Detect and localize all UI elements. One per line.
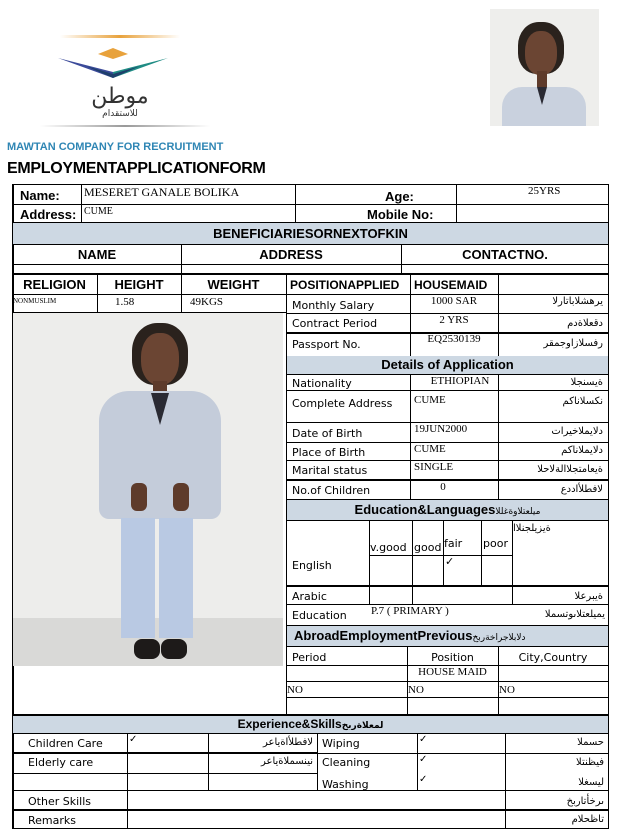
logo-arabic-main: موطن: [91, 84, 149, 109]
detail-label-dob: Date of Birth: [292, 427, 363, 440]
abroad-title: [294, 628, 526, 643]
skills-title: [13, 717, 608, 731]
position-label: POSITIONAPPLIED: [290, 278, 400, 292]
contract-label-passport: Passport No.: [292, 338, 361, 351]
contract-arabic-passport: رفسلازاوجمقر: [543, 338, 603, 349]
language-english-label: English: [292, 559, 332, 572]
detail-value-children[interactable]: 0: [440, 481, 446, 493]
address-value[interactable]: CUME: [84, 206, 113, 217]
height-value[interactable]: 1.58: [115, 296, 135, 308]
education-title-ar: ميلعتلاوةغللا: [495, 507, 541, 517]
beneficiaries-title: BENEFICIARIESORNEXTOFKIN: [213, 226, 408, 241]
weight-value[interactable]: 49KGS: [190, 296, 224, 308]
detail-arabic-marital: ةيعامتجلاالةلاحلا: [537, 464, 603, 475]
skill-washing-check[interactable]: ✓: [419, 774, 428, 785]
detail-arabic-pob: دلايملاناكم: [561, 445, 603, 456]
address-label: Address:: [20, 207, 77, 222]
height-label: HEIGHT: [114, 277, 164, 292]
company-logo: [30, 30, 210, 130]
english-fair-check[interactable]: ✓: [445, 556, 455, 568]
english-arabic-label: ةيزيلجنلاا: [513, 523, 551, 534]
details-title: Details of Application: [381, 357, 514, 372]
abroad-row2-position[interactable]: NO: [408, 684, 424, 696]
detail-label-children: No.of Children: [292, 484, 371, 497]
religion-label: RELIGION: [23, 277, 86, 292]
detail-value-pob[interactable]: CUME: [414, 443, 446, 455]
level-good: good: [414, 541, 442, 554]
logo-emblem-icon: [58, 46, 168, 80]
contract-label-period: Contract Period: [292, 317, 378, 330]
abroad-row2-period[interactable]: NO: [287, 684, 303, 696]
level-fair: fair: [444, 537, 463, 550]
skill-wiping-arabic: حسملا: [577, 737, 604, 748]
remarks-label: Remarks: [28, 814, 76, 827]
skill-children-care-arabic: لافطلأاةياعر: [263, 737, 313, 748]
skills-title-en: Experience&Skills: [237, 717, 342, 731]
skill-children-care-label: Children Care: [28, 737, 103, 750]
skill-cleaning-check[interactable]: ✓: [419, 754, 428, 765]
contract-value-passport[interactable]: EQ2530139: [427, 333, 481, 345]
skill-cleaning-arabic: فيظنتلا: [575, 757, 604, 768]
detail-arabic-address: نكسلاناكم: [562, 396, 603, 407]
contract-value-period[interactable]: 2 YRS: [439, 314, 469, 326]
age-label: Age:: [385, 189, 414, 204]
company-name: MAWTAN COMPANY FOR RECRUITMENT: [7, 141, 224, 153]
weight-label: WEIGHT: [207, 277, 260, 292]
education-title: [287, 502, 608, 517]
skill-children-care-check[interactable]: ✓: [129, 734, 138, 745]
age-value[interactable]: 25YRS: [528, 185, 561, 197]
detail-value-dob[interactable]: 19JUN2000: [414, 423, 468, 435]
abroad-title-en: AbroadEmploymentPrevious: [294, 628, 473, 643]
remarks-arabic: تاظحلام: [571, 814, 604, 825]
detail-label-address: Complete Address: [292, 397, 393, 410]
applicant-headshot-photo: [490, 9, 599, 126]
contract-label-salary: Monthly Salary: [292, 299, 375, 312]
detail-arabic-dob: دلايملاخيرات: [551, 426, 603, 437]
religion-value[interactable]: NONMUSLIM: [13, 297, 57, 305]
detail-label-nationality: Nationality: [292, 377, 352, 390]
language-arabic-label: Arabic: [292, 590, 327, 603]
applicant-full-body-photo: [13, 313, 283, 666]
beneficiary-col-name: NAME: [77, 247, 117, 262]
form-title: EMPLOYMENTAPPLICATIONFORM: [7, 160, 266, 177]
detail-value-nationality[interactable]: ETHIOPIAN: [430, 375, 490, 387]
skills-title-ar: لمعلاةربخ: [341, 721, 384, 731]
abroad-row2-city[interactable]: NO: [499, 684, 515, 696]
abroad-col-period: Period: [292, 651, 327, 664]
detail-value-marital[interactable]: SINGLE: [414, 461, 454, 473]
skill-elderly-care-label: Elderly care: [28, 756, 94, 769]
abroad-title-ar: دلابلاجراخةربخ: [472, 633, 526, 643]
detail-label-pob: Place of Birth: [292, 446, 366, 459]
skill-wiping-label: Wiping: [322, 737, 360, 750]
name-value[interactable]: MESERET GANALE BOLIKA: [84, 185, 240, 199]
detail-value-address[interactable]: CUME: [414, 394, 446, 406]
language-arabic-ar: ةيبرعلا: [574, 591, 603, 602]
abroad-col-position: Position: [431, 651, 474, 664]
education-value[interactable]: P.7 ( PRIMARY ): [371, 605, 449, 617]
skill-elderly-care-arabic: نينسملاةياعر: [260, 756, 313, 767]
level-poor: poor: [483, 537, 508, 550]
skill-cleaning-label: Cleaning: [322, 756, 371, 769]
logo-top-rule: [60, 35, 180, 38]
beneficiary-col-contact: CONTACTNO.: [462, 247, 548, 262]
contract-arabic-salary: يرهشلاباتارلا: [552, 296, 603, 307]
detail-arabic-children: لافطلأاددع: [560, 484, 603, 495]
contract-arabic-period: دقعلاةدم: [567, 318, 603, 329]
education-label: Education: [292, 609, 347, 622]
abroad-row1-position[interactable]: HOUSE MAID: [418, 666, 487, 678]
other-skills-label: Other Skills: [28, 795, 91, 808]
level-vgood: v.good: [370, 541, 407, 554]
detail-label-marital: Marital status: [292, 464, 368, 477]
skill-washing-arabic: ليسغلا: [578, 777, 604, 788]
mobile-label: Mobile No:: [367, 207, 434, 222]
beneficiary-col-address: ADDRESS: [259, 247, 323, 262]
education-arabic: يميلعتلاىوتسملا: [544, 609, 605, 620]
logo-arabic-sub: للاستقدام: [102, 109, 138, 119]
education-title-en: Education&Languages: [354, 502, 496, 517]
name-label: Name:: [20, 188, 60, 203]
skill-wiping-check[interactable]: ✓: [419, 734, 428, 745]
position-value[interactable]: HOUSEMAID: [414, 278, 488, 292]
logo-bottom-rule: [40, 125, 210, 127]
detail-arabic-nationality: ةيسنجلا: [570, 377, 603, 388]
other-skills-arabic: ىرخأتاربخ: [566, 796, 604, 807]
skill-washing-label: Washing: [322, 778, 369, 791]
contract-value-salary[interactable]: 1000 SAR: [430, 295, 478, 307]
abroad-col-city: City,Country: [518, 651, 588, 664]
